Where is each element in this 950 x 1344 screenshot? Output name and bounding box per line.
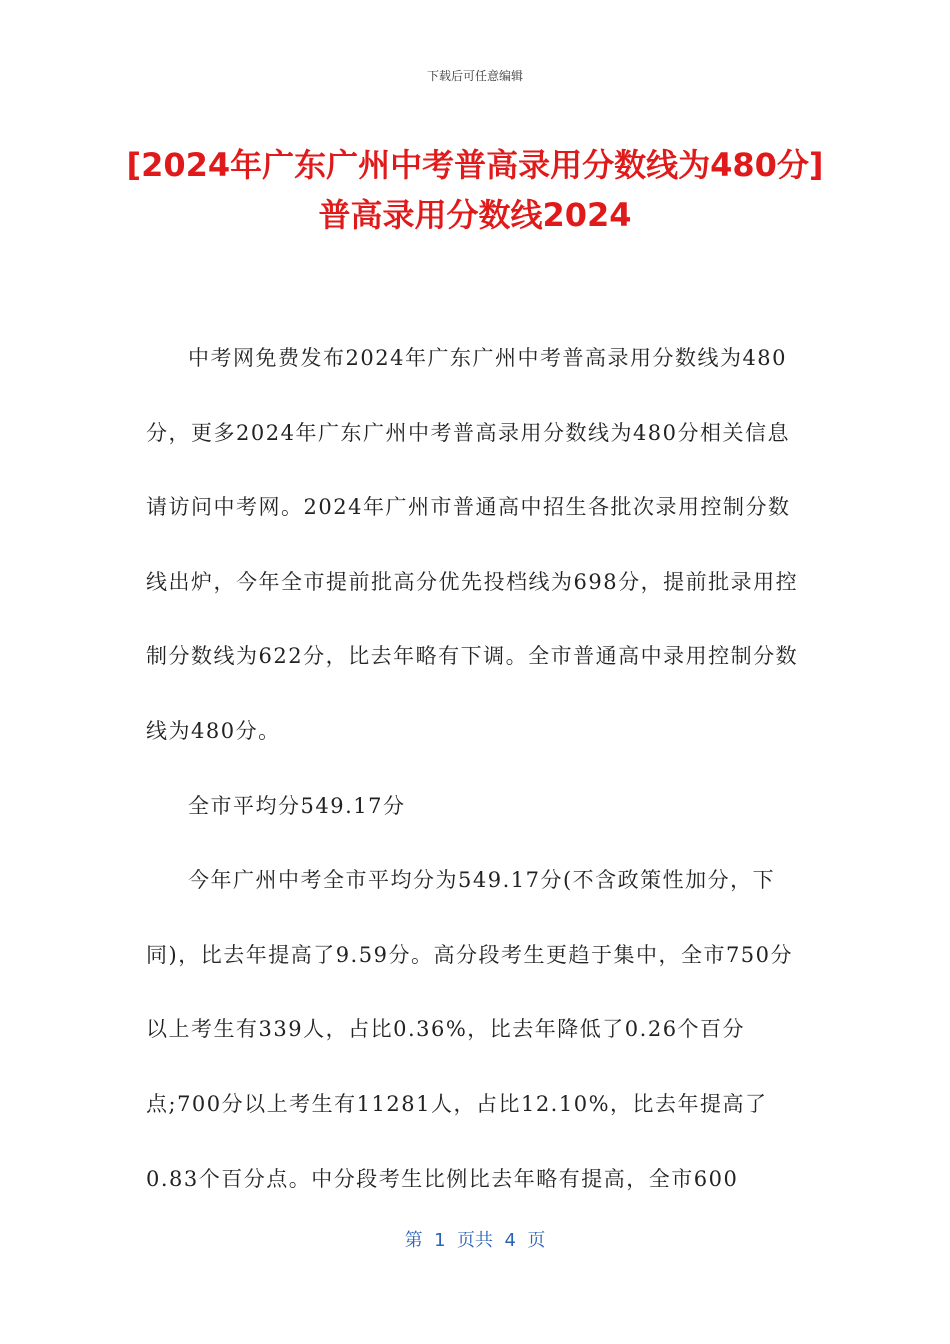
paragraph-subheading: 全市平均分549.17分 bbox=[188, 793, 406, 818]
download-note: 下载后可任意编辑 bbox=[426, 69, 523, 83]
paragraph-intro: 中考网免费发布2024年广东广州中考普高录用分数线为480分，更多2024年广东广州中考普高录用分数线为480分相关信息请访问中考网。2024年广州市普通高中招生各批次录用控制分数线出炉，今年全市提前批高分优先投档线为698分，提前批录用控制分数线为622分，比去年略有下调。全市普通高中录用控制分数线为480分。 bbox=[146, 346, 799, 743]
page-number: 第 1 页共 4 页 bbox=[404, 1230, 546, 1251]
document-title: [2024年广东广州中考普高录用分数线为480分]普高录用分数线2024 bbox=[126, 146, 824, 234]
paragraph-average: 今年广州中考全市平均分为549.17分(不含政策性加分，下同)，比去年提高了9.59分。高分段考生更趋于集中，全市750分以上考生有339人，占比0.36%，比去年降低了0.26个百分点;700分以上考生有11281人，占比12.10%，比去年提高了0.83个百分点。中分段考生比例比去年略有提高，全市600 bbox=[146, 868, 794, 1191]
document-body bbox=[146, 321, 806, 1216]
